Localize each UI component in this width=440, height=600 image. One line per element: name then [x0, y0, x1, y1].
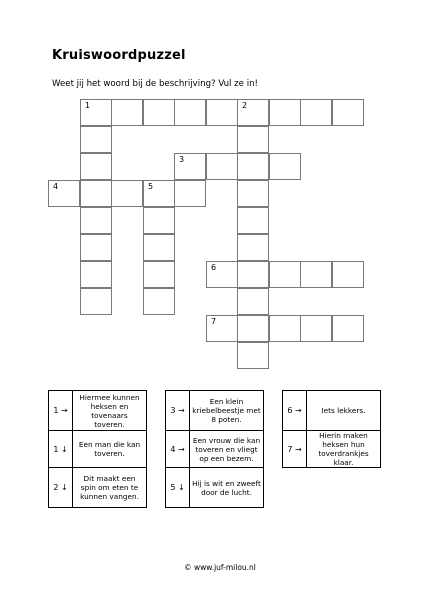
crossword-cell[interactable] [80, 153, 112, 180]
clue-key: 2 ↓ [49, 468, 73, 508]
clue-table-3 [282, 390, 381, 468]
clue-key: 4 → [166, 431, 190, 468]
crossword-cell[interactable] [237, 288, 269, 315]
crossword-cell[interactable] [237, 234, 269, 261]
clue-key: 1 ↓ [49, 431, 73, 468]
clue-number: 1 [85, 101, 91, 110]
crossword-cell[interactable] [206, 261, 238, 288]
clue-table-2 [165, 390, 264, 508]
clue-number: 2 [242, 101, 248, 110]
clue-row [49, 391, 147, 431]
crossword-cell[interactable] [237, 99, 269, 126]
clue-row [166, 391, 264, 431]
clue-number: 4 [53, 182, 59, 191]
clue-key: 7 → [283, 431, 307, 468]
crossword-cell[interactable] [237, 207, 269, 234]
crossword-cell[interactable] [80, 207, 112, 234]
crossword-cell[interactable] [143, 288, 175, 315]
crossword-cell[interactable] [80, 126, 112, 153]
crossword-cell[interactable] [269, 153, 301, 180]
crossword-cell[interactable] [206, 315, 238, 342]
crossword-cell[interactable] [143, 99, 175, 126]
crossword-cell[interactable] [237, 126, 269, 153]
clue-text: Dit maakt een spin om eten te kunnen vangen. [73, 468, 147, 508]
crossword-cell[interactable] [174, 99, 206, 126]
clue-key: 1 → [49, 391, 73, 431]
clue-row [166, 468, 264, 508]
clue-row [49, 431, 147, 468]
crossword-cell[interactable] [300, 99, 332, 126]
crossword-cell[interactable] [300, 261, 332, 288]
clue-number: 5 [148, 182, 154, 191]
crossword-cell[interactable] [237, 153, 269, 180]
crossword-cell[interactable] [111, 180, 143, 207]
clue-key: 3 → [166, 391, 190, 431]
crossword-cell[interactable] [237, 261, 269, 288]
clue-text: Hiermee kunnen heksen en tovenaars toveren. [73, 391, 147, 431]
crossword-cell[interactable] [269, 261, 301, 288]
crossword-cell[interactable] [48, 180, 80, 207]
clue-text: Een vrouw die kan toveren en vliegt op een bezem. [190, 431, 264, 468]
clue-number: 7 [211, 317, 217, 326]
clue-text: Iets lekkers. [307, 391, 381, 431]
crossword-cell[interactable] [206, 99, 238, 126]
clue-text: Hierin maken heksen hun toverdrankjes klaar. [307, 431, 381, 468]
crossword-cell[interactable] [269, 315, 301, 342]
crossword-cell[interactable] [237, 342, 269, 369]
footer-copyright: © www.juf-milou.nl [184, 563, 256, 572]
clue-number: 3 [179, 155, 185, 164]
clue-text: Een man die kan toveren. [73, 431, 147, 468]
crossword-cell[interactable] [332, 99, 364, 126]
crossword-cell[interactable] [143, 261, 175, 288]
crossword-cell[interactable] [80, 288, 112, 315]
clue-row [166, 431, 264, 468]
crossword-cell[interactable] [269, 99, 301, 126]
clue-table-1 [48, 390, 147, 508]
crossword-cell[interactable] [174, 153, 206, 180]
crossword-cell[interactable] [237, 180, 269, 207]
crossword-cell[interactable] [237, 315, 269, 342]
clue-key: 6 → [283, 391, 307, 431]
crossword-cell[interactable] [111, 99, 143, 126]
crossword-cell[interactable] [80, 261, 112, 288]
crossword-cell[interactable] [332, 315, 364, 342]
crossword-cell[interactable] [80, 99, 112, 126]
crossword-cell[interactable] [300, 315, 332, 342]
clue-row [283, 431, 381, 468]
crossword-cell[interactable] [80, 180, 112, 207]
page-title: Kruiswoordpuzzel [52, 48, 186, 63]
crossword-cell[interactable] [143, 180, 175, 207]
crossword-cell[interactable] [174, 180, 206, 207]
crossword-cell[interactable] [206, 153, 238, 180]
crossword-cell[interactable] [143, 234, 175, 261]
crossword-cell[interactable] [80, 234, 112, 261]
clue-key: 5 ↓ [166, 468, 190, 508]
clue-row [49, 468, 147, 508]
instruction-text: Weet jij het woord bij de beschrijving? Vul ze in! [52, 79, 258, 89]
clue-row [283, 391, 381, 431]
clue-number: 6 [211, 263, 217, 272]
crossword-cell[interactable] [143, 207, 175, 234]
crossword-cell[interactable] [332, 261, 364, 288]
clue-text: Hij is wit en zweeft door de lucht. [190, 468, 264, 508]
clue-text: Een klein kriebelbeestje met 8 poten. [190, 391, 264, 431]
